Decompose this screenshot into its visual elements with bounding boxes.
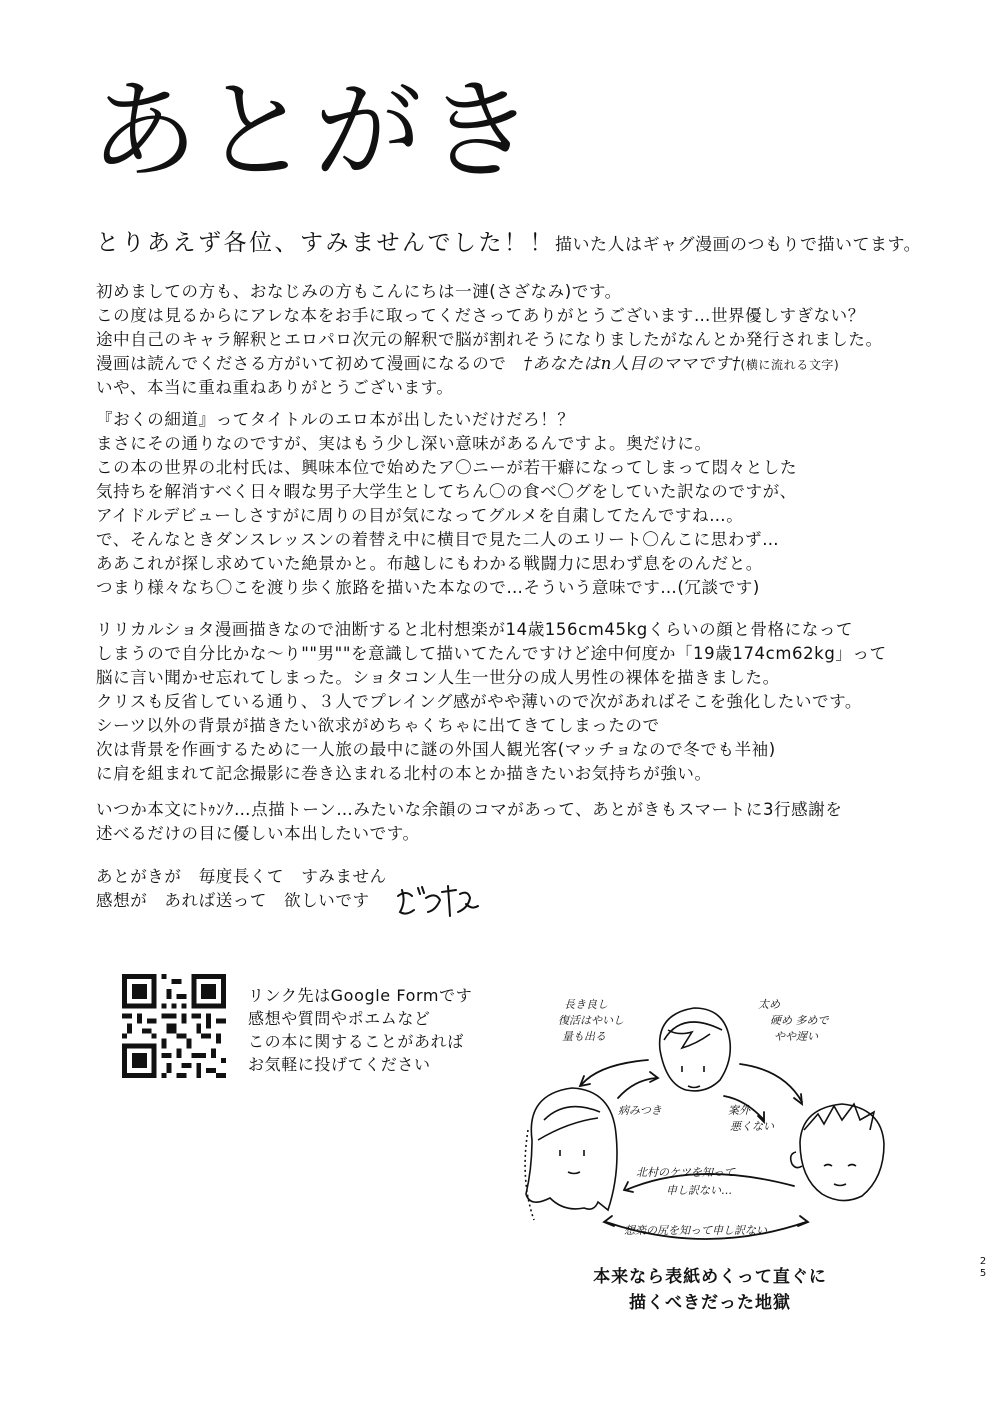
note-center-2: 申し訳ない…: [666, 1184, 732, 1197]
page-number-digit: 5: [979, 1268, 987, 1279]
text-line: 脳に言い聞かせ忘れてしまった。ショタコン人生一世分の成人男性の裸体を描きました。: [96, 668, 780, 687]
text-line: に肩を組まれて記念撮影に巻き込まれる北村の本とか描きたいお気持ちが強い。: [96, 764, 712, 783]
text-line: あとがきが 毎度長くて すみません: [96, 867, 387, 886]
page-title: あとがき: [90, 69, 539, 194]
note-top-right-2: 硬め 多めで: [770, 1014, 829, 1027]
character-right-shorthair: [791, 1104, 884, 1201]
text-line: 初めましての方も、おなじみの方もこんにちは一漣(さざなみ)です。: [96, 282, 622, 301]
paragraph-drawing-notes: [96, 618, 956, 786]
illustration-caption: [560, 1264, 860, 1316]
text-line: シーツ以外の背景が描きたい欲求がめちゃくちゃに出てきてしまったので: [96, 716, 660, 735]
paragraph-closing-verse: [96, 865, 956, 913]
text-line: クリスも反省している通り、３人でプレイング感がやや薄いので次があればそこを強化したいです。: [96, 692, 863, 711]
text-line: この本の世界の北村氏は、興味本位で始めたア〇ニーが若干癖になってしまって悶々とした: [96, 458, 798, 477]
text-line: いや、本当に重ね重ねありがとうございます。: [96, 378, 454, 397]
text-line: で、そんなときダンスレッスンの着替え中に横目で見た二人のエリート〇んこに思わず…: [96, 530, 780, 549]
flowing-text-note: (横に流れる文字): [740, 358, 840, 372]
paragraph-greeting: [96, 280, 956, 400]
text-line: 途中自己のキャラ解釈とエロパロ次元の解釈で脳が割れそうになりましたがなんとか発行されました。: [96, 330, 883, 349]
character-top-head: [660, 1008, 731, 1091]
text-line: 『おくの細道』ってタイトルのエロ本が出したいだけだろ！？: [96, 410, 575, 429]
note-top-left-1: 長き良し: [564, 998, 608, 1011]
page-number: [978, 1256, 988, 1280]
paragraph-wish: [96, 798, 956, 846]
text-line: この度は見るからにアレな本をお手に取ってくださってありがとうございます…世界優しすぎない？: [96, 306, 865, 325]
note-top-right-1: 太め: [758, 998, 780, 1011]
handwritten-signature: [392, 880, 482, 930]
caption-line: 描くべきだった地獄: [629, 1293, 791, 1313]
note-top-right-3: やや遅い: [774, 1030, 818, 1043]
note-left-mid: 病みつき: [618, 1104, 662, 1117]
lead-note: 描いた人はギャグ漫画のつもりで描いてます。: [555, 235, 922, 255]
text-line: まさにその通りなのですが、実はもう少し深い意味があるんですよ。奥だけに。: [96, 434, 712, 453]
note-right-mid-1: 案外: [728, 1104, 750, 1117]
lead-apology: とりあえず各位、すみませんでした！！: [96, 230, 555, 256]
text-line: リリカルショタ漫画描きなので油断すると北村想楽が14歳156cm45kgくらいの顔と骨格になって: [96, 620, 854, 639]
note-right-mid-2: 悪くない: [730, 1120, 774, 1133]
page-number-digit: 2: [979, 1256, 987, 1267]
character-left-longhair: [525, 1088, 617, 1220]
flowing-text: †あなたはn人目のママです†: [523, 354, 741, 373]
character-relationship-illustration: [508, 990, 898, 1260]
paragraph-title-meaning: [96, 408, 956, 600]
caption-line: 本来なら表紙めくって直ぐに: [593, 1267, 827, 1287]
text-line: つまり様々なち〇こを渡り歩く旅路を描いた本なので…そういう意味です…(冗談です): [96, 578, 760, 597]
note-top-left-3: 量も出る: [562, 1030, 606, 1043]
text-line: しまうので自分比かな〜り""男""を意識して描いてたんですけど途中何度か「19歳174cm62kg」って: [96, 644, 887, 663]
text-line: 感想が あれば送って 欲しいです: [96, 891, 370, 910]
note-bottom: 想楽の尻を知って申し訳ない: [624, 1224, 767, 1237]
text-segment: 漫画は読んでくださる方がいて初めて漫画になるので: [96, 354, 507, 373]
text-line: リンク先はGoogle Formです: [248, 986, 473, 1005]
text-line: 述べるだけの目に優しい本出したいです。: [96, 824, 420, 843]
text-line: ああこれが探し求めていた絶景かと。布越しにもわかる戦闘力に思わず息をのんだと。: [96, 554, 763, 573]
text-line: 気持ちを解消すべく日々暇な男子大学生としてちん〇の食べ〇グをしていた訳なのですが、: [96, 482, 797, 501]
text-line: アイドルデビューしさすがに周りの目が気になってグルメを自粛してたんですね…。: [96, 506, 744, 525]
text-line: この本に関することがあれば: [248, 1032, 464, 1051]
qr-code[interactable]: [122, 974, 226, 1078]
note-center-1: 北村のケツを知って: [636, 1166, 735, 1179]
note-top-left-2: 復活はやいし: [558, 1014, 624, 1027]
text-line: [96, 352, 956, 376]
text-line: お気軽に投げてください: [248, 1055, 431, 1074]
lead-line: [96, 228, 976, 260]
text-line: 感想や質問やポエムなど: [248, 1009, 431, 1028]
text-line: いつか本文にﾄｩﾝｸ…点描トーン…みたいな余韻のコマがあって、あとがきもスマートに3行感謝を: [96, 800, 843, 819]
text-line: 次は背景を作画するために一人旅の最中に謎の外国人観光客(マッチョなので冬でも半袖): [96, 740, 776, 759]
